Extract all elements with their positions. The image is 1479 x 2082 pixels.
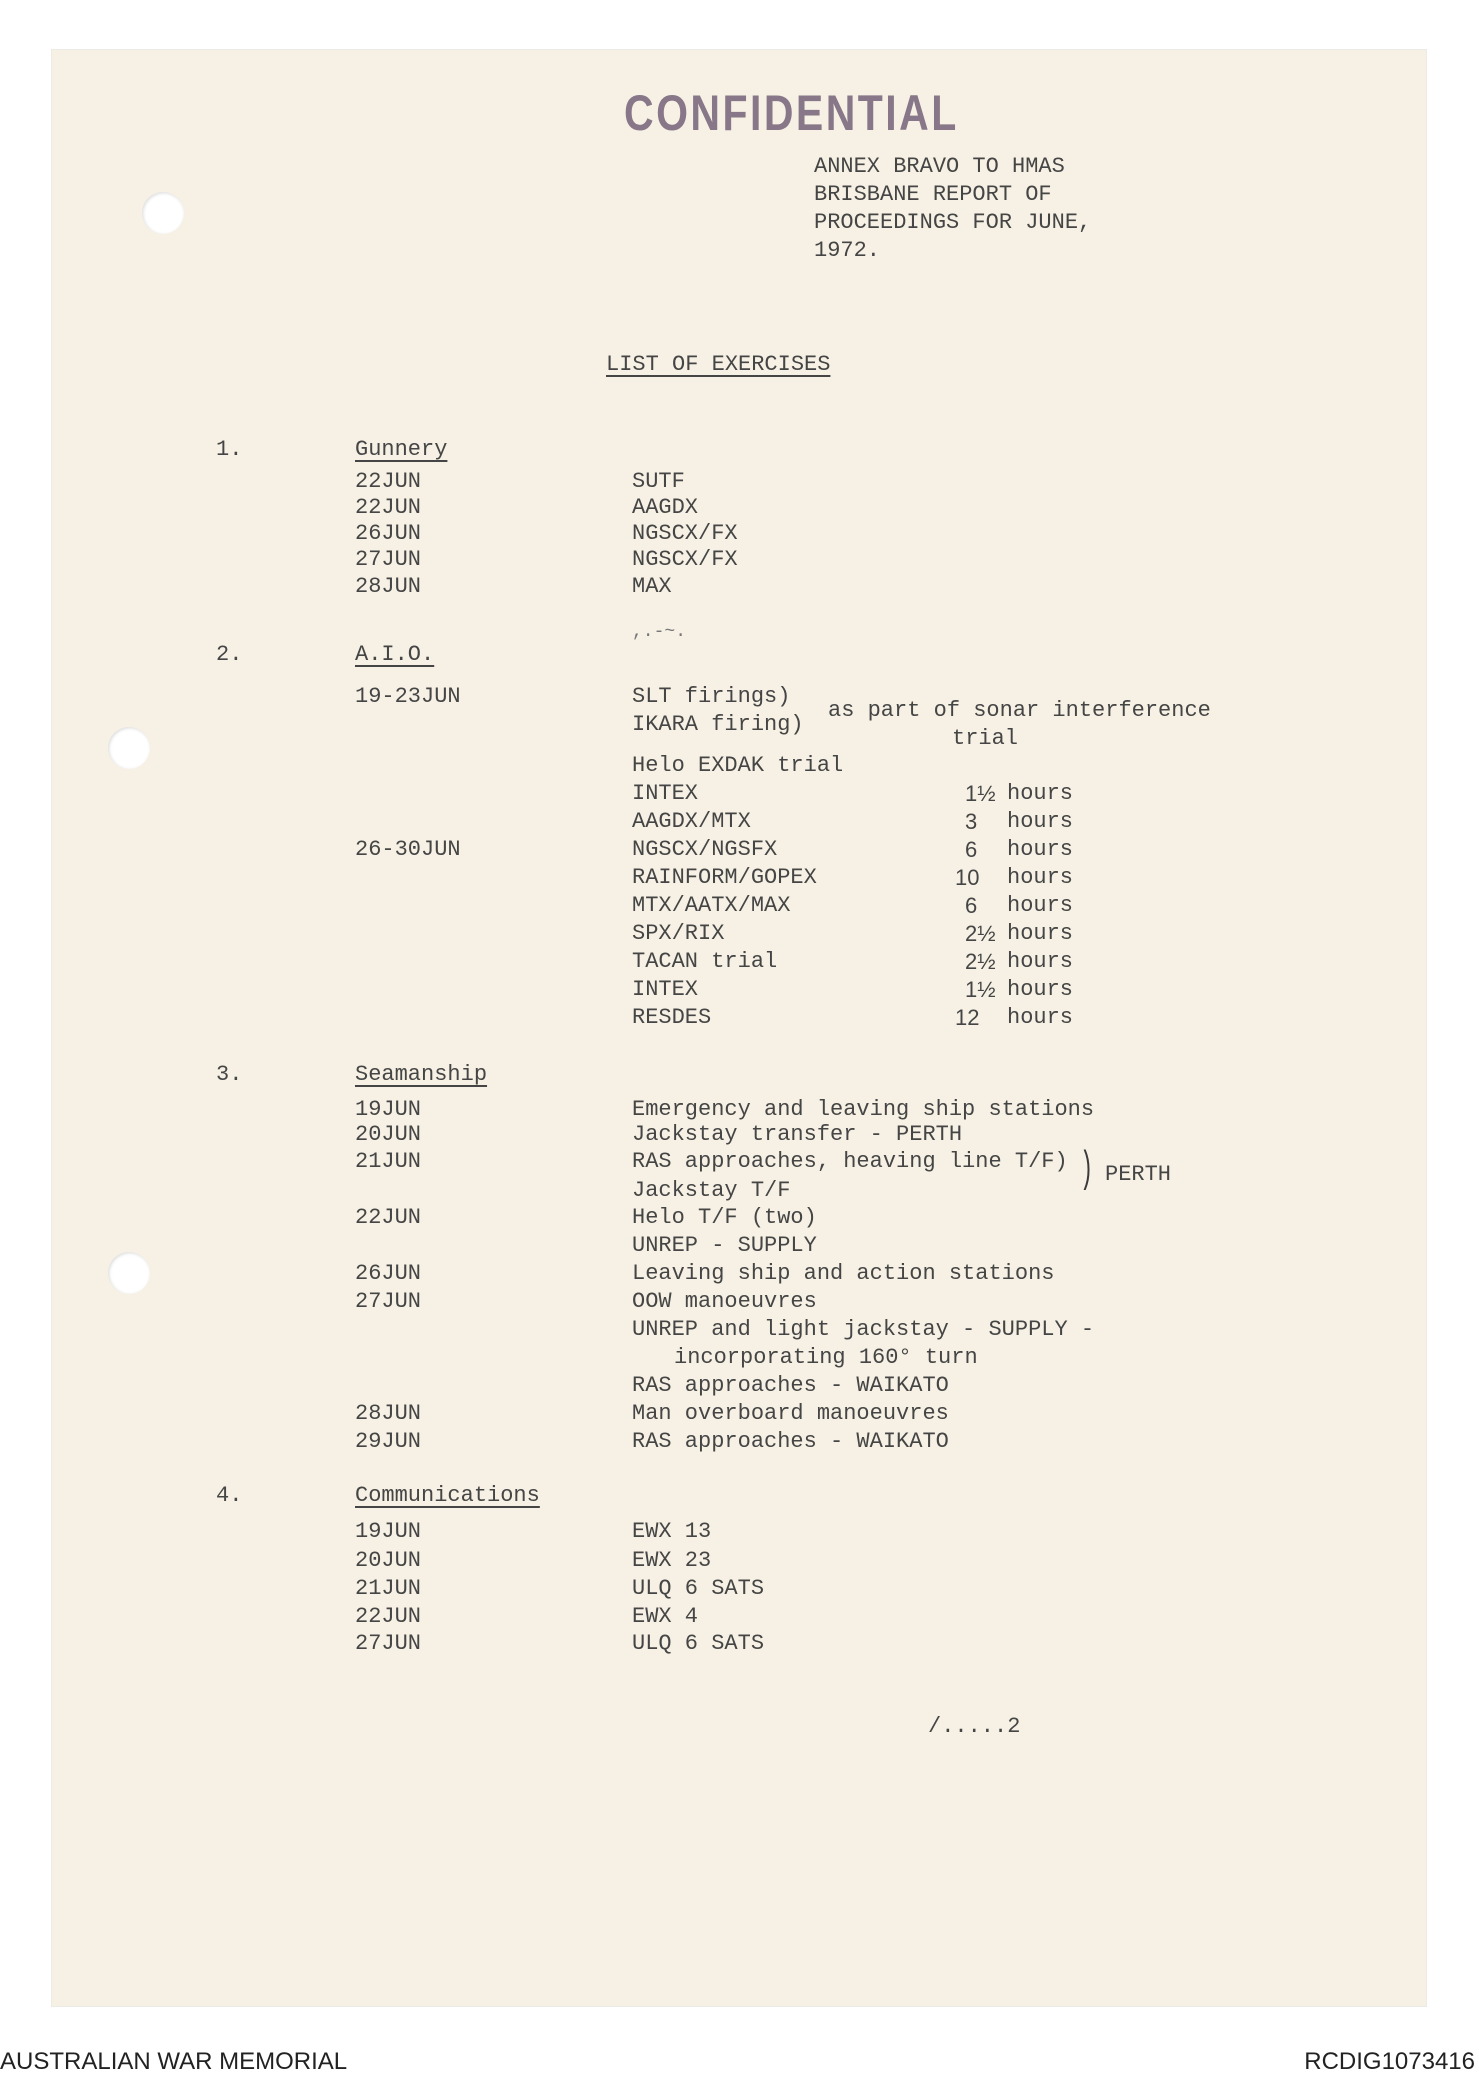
gunnery-exercise: SUTF — [632, 469, 685, 494]
annex-line-2: BRISBANE REPORT OF — [814, 182, 1052, 207]
seamanship-ship-perth: PERTH — [1105, 1162, 1172, 1187]
section-number: 3. — [216, 1062, 243, 1087]
aio-duration: 2½ — [965, 949, 996, 974]
section-number: 4. — [216, 1483, 243, 1508]
gunnery-date: 22JUN — [355, 469, 422, 494]
seamanship-exercise: Leaving ship and action stations — [632, 1261, 1055, 1286]
aio-exercise: SPX/RIX — [632, 921, 725, 946]
gunnery-exercise: AAGDX — [632, 495, 699, 520]
aio-duration: 10 — [955, 865, 980, 890]
seamanship-exercise: Emergency and leaving ship stations — [632, 1097, 1095, 1122]
section-heading-aio: A.I.O. — [355, 642, 435, 667]
annex-line-1: ANNEX BRAVO TO HMAS — [814, 154, 1065, 179]
aio-duration-unit: hours — [1007, 781, 1074, 806]
seamanship-exercise: RAS approaches, heaving line T/F) — [632, 1149, 1068, 1174]
seamanship-exercise: UNREP and light jackstay - SUPPLY - — [632, 1317, 1095, 1342]
communications-date: 19JUN — [355, 1519, 422, 1544]
aio-exercise: TACAN trial — [632, 949, 778, 974]
communications-exercise: EWX 23 — [632, 1548, 712, 1573]
gunnery-exercise: MAX — [632, 574, 672, 599]
seamanship-exercise: RAS approaches - WAIKATO — [632, 1373, 949, 1398]
section-heading-seamanship: Seamanship — [355, 1062, 488, 1087]
seamanship-exercise: OOW manoeuvres — [632, 1289, 817, 1314]
communications-date: 22JUN — [355, 1604, 422, 1629]
aio-duration: 3 — [965, 809, 978, 834]
seamanship-date: 26JUN — [355, 1261, 422, 1286]
aio-duration-unit: hours — [1007, 1005, 1074, 1030]
ink-mark: ,.-~. — [632, 622, 687, 642]
aio-exercise: RESDES — [632, 1005, 712, 1030]
gunnery-date: 26JUN — [355, 521, 422, 546]
aio-duration-unit: hours — [1007, 977, 1074, 1002]
seamanship-date: 22JUN — [355, 1205, 422, 1230]
seamanship-exercise: Man overboard manoeuvres — [632, 1401, 949, 1426]
section-number: 2. — [216, 642, 243, 667]
gunnery-date: 22JUN — [355, 495, 422, 520]
aio-duration: 6 — [965, 837, 978, 862]
aio-duration-unit: hours — [1007, 865, 1074, 890]
communications-date: 21JUN — [355, 1576, 422, 1601]
seamanship-exercise: incorporating 160° turn — [674, 1345, 978, 1370]
aio-duration: 1½ — [965, 977, 996, 1002]
seamanship-date: 28JUN — [355, 1401, 422, 1426]
punch-hole-middle — [108, 727, 150, 769]
document-sheet — [52, 50, 1426, 2006]
footer-institution: AUSTRALIAN WAR MEMORIAL — [0, 2048, 348, 2075]
aio-date-range: 26-30JUN — [355, 837, 461, 862]
aio-duration-unit: hours — [1007, 949, 1074, 974]
annex-line-3: PROCEEDINGS FOR JUNE, — [814, 210, 1092, 235]
seamanship-date: 27JUN — [355, 1289, 422, 1314]
communications-exercise: ULQ 6 SATS — [632, 1576, 765, 1601]
aio-duration: 12 — [955, 1005, 980, 1030]
bracket: ) — [1080, 1145, 1094, 1195]
gunnery-exercise: NGSCX/FX — [632, 521, 738, 546]
aio-trial-note-2: trial — [952, 726, 1019, 751]
aio-ikara-firing: IKARA firing) — [632, 712, 804, 737]
footer-record-id: RCDIG1073416 — [1304, 2048, 1475, 2075]
aio-exercise: RAINFORM/GOPEX — [632, 865, 817, 890]
seamanship-date: 19JUN — [355, 1097, 422, 1122]
communications-exercise: EWX 13 — [632, 1519, 712, 1544]
page-continuation: /.....2 — [928, 1714, 1021, 1739]
section-heading-communications: Communications — [355, 1483, 540, 1508]
aio-exercise: MTX/AATX/MAX — [632, 893, 791, 918]
gunnery-exercise: NGSCX/FX — [632, 547, 738, 572]
confidential-stamp: CONFIDENTIAL — [624, 85, 959, 141]
document-title: LIST OF EXERCISES — [606, 352, 831, 377]
seamanship-exercise: UNREP - SUPPLY — [632, 1233, 817, 1258]
aio-duration-unit: hours — [1007, 837, 1074, 862]
punch-hole-bottom — [108, 1252, 150, 1294]
gunnery-date: 27JUN — [355, 547, 422, 572]
section-number: 1. — [216, 437, 243, 462]
aio-slt-firings: SLT firings) — [632, 684, 791, 709]
seamanship-date: 20JUN — [355, 1122, 422, 1147]
aio-duration: 1½ — [965, 781, 996, 806]
seamanship-exercise: Helo T/F (two) — [632, 1205, 817, 1230]
communications-exercise: EWX 4 — [632, 1604, 699, 1629]
communications-exercise: ULQ 6 SATS — [632, 1631, 765, 1656]
aio-exercise: AAGDX/MTX — [632, 809, 751, 834]
aio-duration-unit: hours — [1007, 921, 1074, 946]
aio-date-range: 19-23JUN — [355, 684, 461, 709]
aio-exercise: INTEX — [632, 977, 699, 1002]
seamanship-exercise: RAS approaches - WAIKATO — [632, 1429, 949, 1454]
aio-duration: 6 — [965, 893, 978, 918]
seamanship-exercise: Jackstay T/F — [632, 1178, 791, 1203]
seamanship-exercise: Jackstay transfer - PERTH — [632, 1122, 963, 1147]
aio-exercise: NGSCX/NGSFX — [632, 837, 778, 862]
communications-date: 27JUN — [355, 1631, 422, 1656]
aio-trial-note: as part of sonar interference — [828, 698, 1211, 723]
section-heading-gunnery: Gunnery — [355, 437, 448, 462]
seamanship-date: 29JUN — [355, 1429, 422, 1454]
annex-line-4: 1972. — [814, 238, 881, 263]
aio-duration-unit: hours — [1007, 893, 1074, 918]
aio-exercise: INTEX — [632, 781, 699, 806]
aio-duration-unit: hours — [1007, 809, 1074, 834]
gunnery-date: 28JUN — [355, 574, 422, 599]
punch-hole-top — [142, 192, 184, 234]
seamanship-date: 21JUN — [355, 1149, 422, 1174]
aio-duration: 2½ — [965, 921, 996, 946]
aio-helo-trial: Helo EXDAK trial — [632, 753, 844, 778]
communications-date: 20JUN — [355, 1548, 422, 1573]
